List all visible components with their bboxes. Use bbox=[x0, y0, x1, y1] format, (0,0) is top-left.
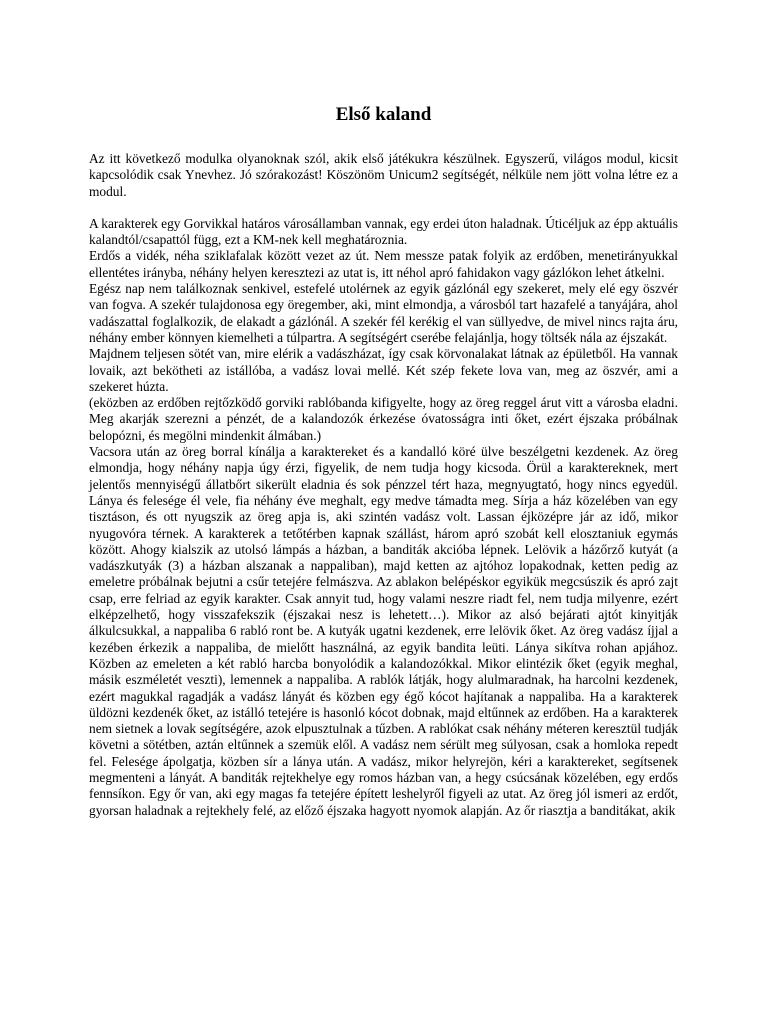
night-attack-paragraph: Vacsora után az öreg borral kínálja a karaktereket és a kandalló köré ülve beszélgetni kezdenek. Az öreg elmondja, hogy néhány napja úgy érzi, figyelik, de nem tudja hogy kicsoda. Örül a karaktereknek, mert jelentős mennyiségű állatbőrt sikerült eladnia és sok pénzzel tért haza, megnyugtató, hogy nincs egyedül. Lánya és felesége él vele, fia néhány éve meghalt, egy medve támadta meg. Sírja a ház közelében van egy tisztáson, és ott nyugszik az öreg apja is, aki szintén vadász volt. Lassan éjközépre jár az idő, mikor nyugovóra térnek. A karakterek a tetőtérben kapnak szállást, három apró szobát kell elosztaniuk egymás között. Ahogy kialszik az utolsó lámpás a házban, a banditák akcióba lépnek. Lelövik a házőrző kutyát (a vadászkutyák (3) a házban alszanak a nappaliban), majd ketten az ajtóhoz lopakodnak, ketten pedig az emeletre próbálnak bejutni a csűr tetejére felmászva. Az ablakon belépéskor egyikük megcsúszik és apró zajt csap, erre felriad az egyik karakter. Csak annyit tud, hogy valami neszre riadt fel, nem tudja milyenre, ezért elképzelhető, hogy visszafekszik (éjszakai nesz is lehetett…). Mikor az alsó bejárati ajtót kinyitják álkulcsukkal, a nappaliba 6 rabló ront be. A kutyák ugatni kezdenek, erre lelövik őket. Az öreg vadász íjjal a kezében érkezik a nappaliba, de mielőtt használná, az egyik bandita leüti. Lánya sikítva rohan apjához. Közben az emeleten a két rabló harcba bonyolódik a kalandozókkal. Mikor elintézik őket (egyik meghal, másik eszméletét veszti), lemennek a nappaliba. A rablók látják, hogy alulmaradnak, ha harcolni kezdenek, ezért magukkal ragadják a vadász lányát és közben egy égő kócot hajítanak a nappaliba. Ha a karakterek üldözni kezdenék őket, az istálló tetejére is hasonló kócot dobnak, majd eltűnnek az erdőben. Ha a karakterek nem sietnek a lovak segítségére, azok elpusztulnak a tűzben. A rablókat csak néhány méteren keresztül tudják követni a sötétben, aztán eltűnnek a szemük elől. A vadász nem sérült meg súlyosan, csak a homloka repedt fel. Felesége ápolgatja, közben sír a lánya után. A vadász, mikor helyrejön, kéri a karaktereket, segítsenek megmenteni a lányát. A banditák rejtekhelye egy romos házban van, a hegy csúcsának közelében, egy erdős fennsíkon. Egy őr van, aki egy magas fa tetejére épített leshelyről figyeli az utat. Az öreg jól ismeri az erdőt, gyorsan haladnak a rejtekhely felé, az előző éjszaka hagyott nyomok alapján. Az őr riasztja a banditákat, akik bbox=[89, 444, 678, 818]
document-title: Első kaland bbox=[335, 104, 432, 125]
terrain-paragraph: Erdős a vidék, néha sziklafalak között vezet az út. Nem messze patak folyik az erdőben, menetirányukkal ellentétes irányba, néhány helyen keresztezi az utat is, itt néhol apró fahidakon vagy gázlókon lehet átkelni. bbox=[89, 248, 678, 280]
paragraph-spacer bbox=[89, 200, 678, 216]
document-body bbox=[89, 103, 678, 819]
intro-paragraph: Az itt következő modulka olyanoknak szól, akik első játékukra készülnek. Egyszerű, világos modul, kicsit kapcsolódik csak Ynevhez. Jó szórakozást! Köszönöm Unicum2 segítségét, nélküle nem jött volna létre ez a modul. bbox=[89, 151, 678, 199]
wagon-paragraph: Egész nap nem találkoznak senkivel, estefelé utolérnek az egyik gázlónál egy szekeret, mely elé egy öszvér van fogva. A szekér tulajdonosa egy öregember, aki, mint elmondja, a városból tart hazafelé a tanyájára, ahol vadászattal foglalkozik, de elakadt a gázlónál. A szekér fél kerékig el van süllyedve, de mivel nincs rajta áru, néhány ember könnyen kiemelheti a túlpartra. A segítségért cserébe felajánlja, hogy töltsék nála az éjszakát. bbox=[89, 281, 678, 345]
bandits-note-paragraph: (eközben az erdőben rejtőzködő gorviki rablóbanda kifigyelte, hogy az öreg reggel árut vitt a városba eladni. Meg akarják szerezni a pénzét, de a kalandozók érkezése óvatosságra inti őket, ezért éjszaka próbálnak belopózni, és megölni mindenkit álmában.) bbox=[89, 395, 678, 443]
setting-paragraph: A karakterek egy Gorvikkal határos városállamban vannak, egy erdei úton haladnak. Úticéljuk az épp aktuális kalandtól/csapattól függ, ezt a KM-nek kell meghatároznia. bbox=[89, 215, 678, 248]
hunting-lodge-paragraph: Majdnem teljesen sötét van, mire elérik a vadászházat, így csak körvonalakat látnak az épületből. Ha vannak lovaik, azt bekötheti az istállóba, a vadász lovai mellé. Két szép fekete lova van, meg az öszvér, ami a szekeret húzta. bbox=[89, 346, 678, 394]
